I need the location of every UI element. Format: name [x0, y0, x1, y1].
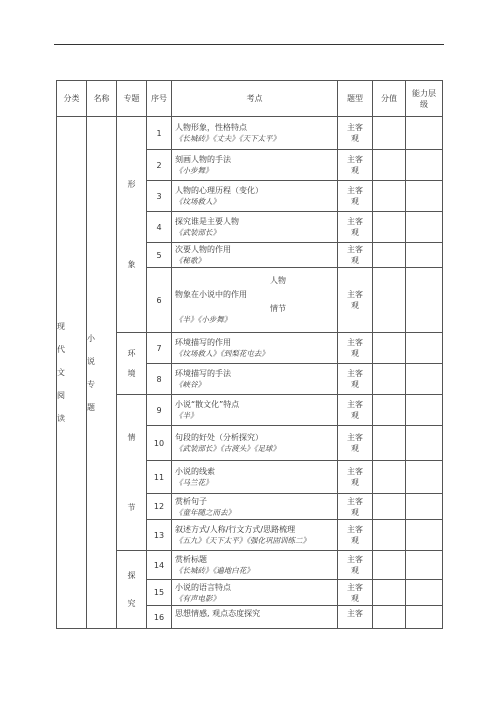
point-example: 《马兰花》: [175, 478, 213, 487]
qtype-line: 主客: [347, 433, 363, 442]
point-text: 句段的好处（分析探究）: [175, 433, 263, 442]
qtype-line: 观: [351, 566, 359, 575]
point-example: 《长城砖》《丈夫》《天下太平》: [175, 134, 280, 143]
point-cell: [172, 364, 338, 395]
topic-char: 境: [127, 368, 136, 378]
ability-cell: [406, 150, 443, 181]
qtype-cell: [338, 395, 373, 426]
ability-cell: [406, 181, 443, 212]
point-text: 探究谁是主要人物: [175, 217, 239, 226]
seq-cell: 16: [147, 606, 172, 629]
qtype-line: 主客: [347, 555, 363, 564]
ability-cell: [406, 520, 443, 551]
score-cell: [373, 333, 406, 364]
point-text: 环境描写的作用: [175, 338, 231, 347]
score-cell: [373, 520, 406, 551]
ability-cell: [406, 606, 443, 629]
point-example: 《半》《小步舞》: [175, 315, 232, 324]
score-cell: [373, 426, 406, 461]
point-text: 小说的线索: [175, 467, 215, 476]
point-text: 小说的语言特点: [175, 582, 231, 592]
qtype-line: 观: [351, 444, 359, 453]
score-cell: [373, 395, 406, 426]
qtype-cell: [338, 243, 373, 268]
point-example: 《半》: [175, 411, 198, 420]
ability-cell: [406, 243, 443, 268]
topic-qingjie: [117, 395, 147, 551]
point-example: 《长城砖》《遍地白花》: [175, 566, 254, 575]
score-cell: [373, 494, 406, 520]
point-example: 《五九》《天下太平》《强化巩固训练二》: [175, 536, 310, 545]
seq-cell: 11: [147, 461, 172, 494]
qtype-line: 观: [351, 411, 359, 420]
header-category: 分类: [57, 81, 87, 117]
point-example: 《童年随之而去》: [175, 507, 235, 517]
category-char: 读: [57, 414, 65, 423]
point-text: 小说“散文化”特点: [175, 400, 240, 409]
qtype-line: 主客: [347, 155, 363, 164]
point-cell: [172, 461, 338, 494]
score-cell: [373, 461, 406, 494]
point-cell: [172, 150, 338, 181]
ability-cell: [406, 364, 443, 395]
point-example: 《秘歌》: [175, 256, 205, 265]
point-cell: [172, 551, 338, 580]
point-text: 赏析标题: [175, 555, 207, 564]
score-cell: [373, 212, 406, 243]
qtype-cell: [338, 150, 373, 181]
qtype-line: 主客: [347, 525, 363, 534]
qtype-cell: [338, 181, 373, 212]
qtype-line: 主客: [347, 400, 363, 409]
point-cell: [172, 117, 338, 150]
point-text: 人物: [270, 276, 286, 285]
topic-char: 情: [127, 432, 136, 442]
qtype-cell: [338, 117, 373, 150]
qtype-line: 主客: [347, 245, 363, 254]
ability-cell: [406, 212, 443, 243]
point-example: 《峡谷》: [175, 380, 205, 389]
score-cell: [373, 268, 406, 333]
qtype-line: 观: [351, 380, 359, 389]
point-cell: [172, 181, 338, 212]
qtype-cell: [338, 364, 373, 395]
name-char: 专: [87, 379, 95, 389]
qtype-cell: [338, 333, 373, 364]
category-cell: [57, 117, 87, 629]
exam-points-table: [56, 80, 443, 629]
seq-cell: 1: [147, 117, 172, 150]
seq-cell: 7: [147, 333, 172, 364]
ability-cell: [406, 580, 443, 606]
qtype-cell: [338, 494, 373, 520]
name-char: 说: [87, 356, 95, 366]
seq-cell: 6: [147, 268, 172, 333]
point-cell: [172, 212, 338, 243]
point-cell: [172, 333, 338, 364]
topic-char: 探: [127, 570, 136, 580]
header-ability: 能力层级: [406, 81, 443, 117]
topic-char: 节: [127, 502, 136, 512]
category-char: 现: [57, 322, 65, 331]
qtype-cell: [338, 212, 373, 243]
qtype-line: 主客: [347, 338, 363, 347]
header-seq: 序号: [147, 81, 172, 117]
point-example: 《坟场救人》《到梨花屯去》: [175, 349, 269, 358]
point-text: 人物形象，性格特点: [175, 123, 247, 132]
point-cell: [172, 494, 338, 520]
qtype-line: 主客: [347, 217, 363, 226]
point-cell: [172, 520, 338, 551]
seq-cell: 10: [147, 426, 172, 461]
seq-cell: 3: [147, 181, 172, 212]
qtype-line: 主客: [347, 467, 363, 476]
score-cell: [373, 551, 406, 580]
qtype-line: 主客: [347, 123, 363, 132]
ability-cell: [406, 268, 443, 333]
qtype-cell: [338, 520, 373, 551]
ability-cell: [406, 494, 443, 520]
qtype-line: 观: [351, 256, 359, 265]
name-char: 题: [87, 402, 95, 412]
point-text: 叙述方式/人称/行文方式/思路梳理: [175, 525, 296, 534]
category-char: 代: [57, 345, 65, 354]
topic-huanjing: [117, 333, 147, 395]
qtype-line: 观: [351, 301, 359, 310]
point-text: 情节: [270, 304, 286, 313]
qtype-cell: [338, 461, 373, 494]
score-cell: [373, 606, 406, 629]
name-cell: [87, 117, 117, 629]
point-example: 《有声电影》: [175, 593, 220, 603]
qtype-line: 主客: [347, 609, 363, 618]
point-text: 环境描写的手法: [175, 369, 231, 378]
seq-cell: 14: [147, 551, 172, 580]
point-text: 物象在小说中的作用: [175, 290, 247, 299]
point-cell: [172, 395, 338, 426]
seq-cell: 4: [147, 212, 172, 243]
qtype-cell: [338, 606, 373, 629]
seq-cell: 15: [147, 580, 172, 606]
header-name: 名称: [87, 81, 117, 117]
header-topic: 专题: [117, 81, 147, 117]
point-text: 人物的心理历程（变化）: [175, 186, 263, 195]
qtype-line: 主客: [347, 369, 363, 378]
header-qtype: 题型: [338, 81, 373, 117]
ability-cell: [406, 551, 443, 580]
seq-cell: 13: [147, 520, 172, 551]
table-row: [57, 117, 443, 150]
point-cell: [172, 426, 338, 461]
header-score: 分值: [373, 81, 406, 117]
score-cell: [373, 580, 406, 606]
score-cell: [373, 364, 406, 395]
topic-tanjiu: [117, 551, 147, 629]
qtype-cell: [338, 580, 373, 606]
ability-cell: [406, 117, 443, 150]
header-row: [57, 81, 443, 117]
point-text: 刻画人物的手法: [175, 155, 231, 164]
ability-cell: [406, 333, 443, 364]
qtype-line: 主客: [347, 290, 363, 299]
point-example: 《小步舞》: [175, 166, 213, 175]
qtype-cell: [338, 551, 373, 580]
qtype-line: 观: [351, 228, 359, 237]
score-cell: [373, 243, 406, 268]
point-cell: [172, 243, 338, 268]
seq-cell: 12: [147, 494, 172, 520]
point-example: 《坟场救人》: [175, 197, 220, 206]
point-example: 《武装部长》《古渡头》《足球》: [175, 444, 280, 453]
category-char: 阅: [57, 391, 65, 400]
qtype-cell: [338, 426, 373, 461]
category-char: 文: [57, 368, 65, 377]
header-point: 考点: [172, 81, 338, 117]
point-text: 思想情感, 观点态度探究: [175, 609, 261, 618]
qtype-line: 观: [351, 536, 359, 545]
topic-char: 形: [127, 179, 136, 189]
qtype-line: 观: [351, 593, 359, 603]
header-rule: [54, 44, 444, 45]
score-cell: [373, 181, 406, 212]
seq-cell: 5: [147, 243, 172, 268]
qtype-line: 主客: [347, 582, 363, 592]
qtype-line: 主客: [347, 496, 363, 506]
qtype-line: 观: [351, 166, 359, 175]
point-cell: [172, 580, 338, 606]
topic-char: 究: [127, 598, 136, 608]
qtype-line: 观: [351, 349, 359, 358]
topic-char: 环: [127, 348, 136, 358]
qtype-line: 主客: [347, 186, 363, 195]
point-cell: [172, 606, 338, 629]
ability-cell: [406, 461, 443, 494]
ability-cell: [406, 395, 443, 426]
topic-xingxiang: [117, 117, 147, 333]
point-text: 赏析句子: [175, 496, 207, 506]
point-example: 《武装部长》: [175, 228, 220, 237]
score-cell: [373, 150, 406, 181]
point-text: 次要人物的作用: [175, 245, 231, 254]
point-cell: [172, 268, 338, 333]
name-char: 小: [87, 333, 95, 343]
score-cell: [373, 117, 406, 150]
qtype-line: 观: [351, 197, 359, 206]
seq-cell: 9: [147, 395, 172, 426]
qtype-line: 观: [351, 507, 359, 517]
seq-cell: 2: [147, 150, 172, 181]
qtype-cell: [338, 268, 373, 333]
qtype-line: 观: [351, 134, 359, 143]
qtype-line: 观: [351, 478, 359, 487]
topic-char: 象: [127, 259, 136, 269]
ability-cell: [406, 426, 443, 461]
seq-cell: 8: [147, 364, 172, 395]
